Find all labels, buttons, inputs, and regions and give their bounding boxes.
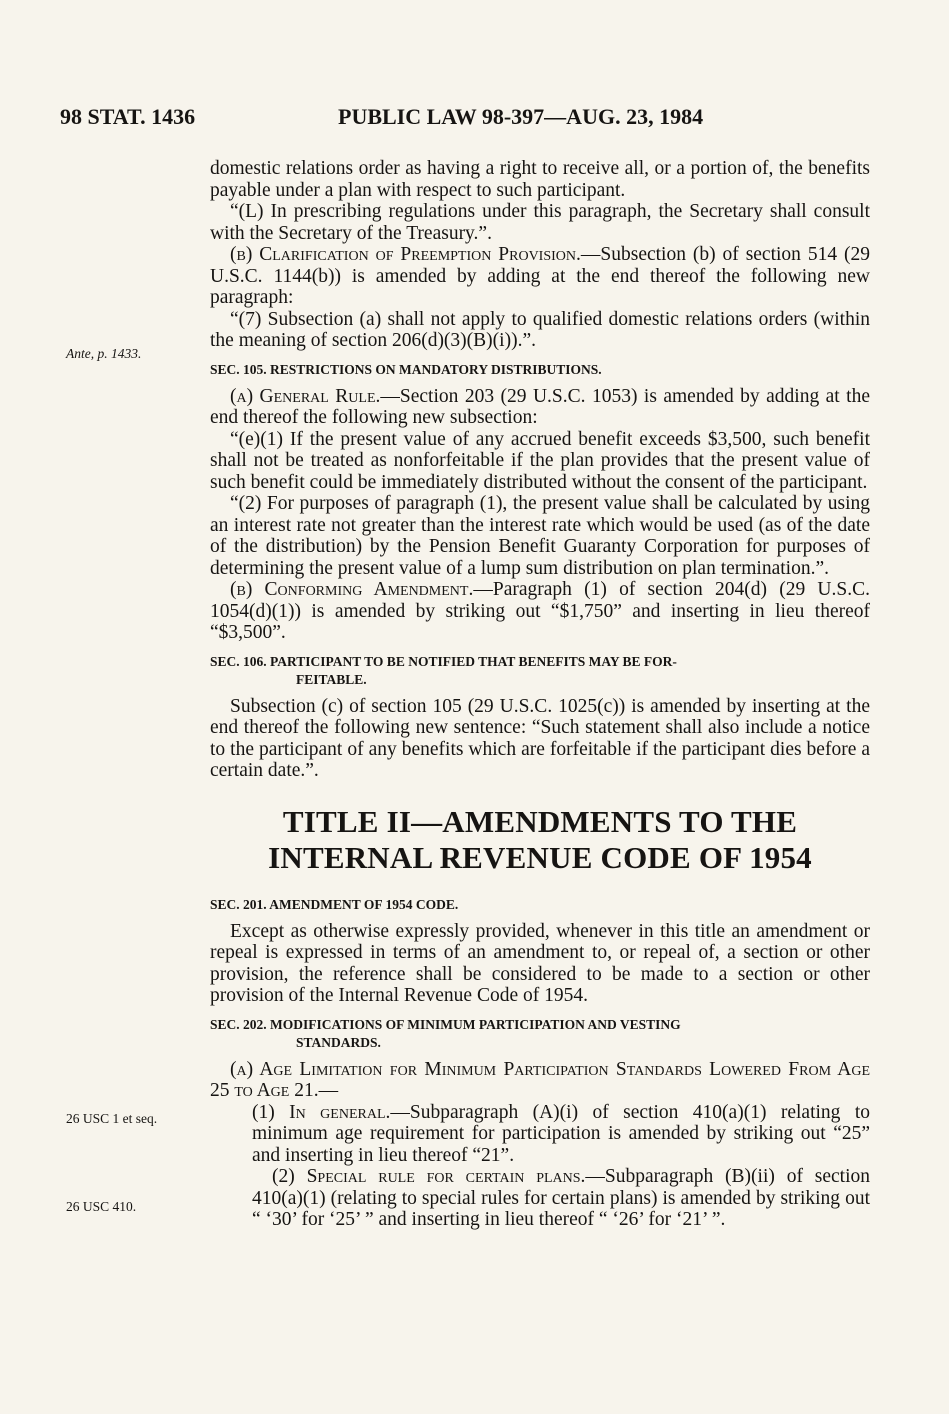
paragraph-heading: (2) Special rule for certain plans. [272,1166,586,1187]
paragraph [210,579,870,644]
section-heading-106 [210,653,870,689]
paragraph: “(2) For purposes of paragraph (1), the present value shall be calculated by using an interest rate not greater than the interest rate which would be used (as of the date of the distribution) by the Pension Benefit Guaranty Corporation for purposes of determining the present value of a lump sum distribution on plan termination.”. [210,493,870,579]
paragraph-text: —Paragraph (1) of section 204(d) (29 U.S.C. 1054(d)(1)) is amended by striking out “$1,750” and inserting in lieu thereof “$3,500”. [210,579,870,643]
paragraph-heading: (a) General Rule. [230,385,381,407]
section-heading-line: FEITABLE. [296,671,367,687]
margin-note-usc-410: 26 USC 410. [66,1199,137,1214]
paragraph: domestic relations order as having a right to receive all, or a portion of, the benefits payable under a plan with respect to such participant. [210,158,870,201]
paragraph-text: —Section 203 (29 U.S.C. 1053) is amended by adding at the end thereof the following new subsection: [210,385,870,428]
section-heading-105: SEC. 105. RESTRICTIONS ON MANDATORY DISTRIBUTIONS. [210,361,602,377]
paragraph: Subsection (c) of section 105 (29 U.S.C. 1025(c)) is amended by inserting at the end thereof the following new sentence: “Such statement shall also include a notice to the participant of any benefits which are forfeitable if the participant dies before a certain date.”. [210,695,870,781]
paragraph [210,1166,870,1231]
page-header [60,104,890,134]
paragraph: “(7) Subsection (a) shall not apply to qualified domestic relations orders (within the meaning of section 206(d)(3)(B)(i)).”. [210,308,870,351]
stat-page-number: 98 STAT. 1436 [60,104,196,129]
paragraph-heading: (1) In general. [252,1101,391,1123]
section-heading-line: SEC. 202. MODIFICATIONS OF MINIMUM PARTICIPATION AND VESTING [210,1016,681,1032]
main-text-column [210,158,870,1231]
paragraph [210,1102,870,1167]
title-heading [210,804,870,876]
paragraph: “(e)(1) If the present value of any accrued benefit exceeds $3,500, such benefit shall not be treated as nonforfeitable if the plan provides that the present value of such benefit could be immediately distributed without the consent of the participant. [210,428,870,493]
section-heading-202 [210,1016,870,1052]
margin-note-usc-1: 26 USC 1 et seq. [66,1111,158,1126]
margin-note-ante-text: Ante, p. 1433. [66,346,142,361]
paragraph: Except as otherwise expressly provided, whenever in this title an amendment or repeal is expressed in terms of an amendment to, or repeal of, a section or other provision, the reference shall be considered to be made to a section or other provision of the Internal Revenue Code of 1954. [210,920,870,1006]
paragraph: “(L) In prescribing regulations under this paragraph, the Secretary shall consult with the Secretary of the Treasury.”. [210,201,870,244]
public-law-title: PUBLIC LAW 98-397—AUG. 23, 1984 [338,104,704,129]
margin-note-ante [66,346,141,362]
paragraph-text: —Subparagraph (A)(i) of section 410(a)(1) relating to minimum age requirement for participation is amended by striking out “25” and inserting in lieu thereof “21”. [252,1101,871,1166]
paragraph: (a) Age Limitation for Minimum Participation Standards Lowered From Age 25 to Age 21.— [210,1058,870,1101]
paragraph [210,386,870,429]
title-line: TITLE II—AMENDMENTS TO THE [282,803,798,839]
title-line: INTERNAL REVENUE CODE OF 1954 [268,839,812,875]
section-heading-line: SEC. 106. PARTICIPANT TO BE NOTIFIED THAT BENEFITS MAY BE FOR- [210,653,677,669]
paragraph-text: —Subsection (b) of section 514 (29 U.S.C. 1144(b)) is amended by adding at the end thereof the following new paragraph: [210,244,870,308]
paragraph [210,244,870,309]
section-heading-201: SEC. 201. AMENDMENT OF 1954 CODE. [210,896,459,912]
section-heading-line: STANDARDS. [296,1034,381,1050]
paragraph-text: —Subparagraph (B)(ii) of section 410(a)(1) (relating to special rules for certain plans) is amended by striking out “ ‘30’ for ‘25’ ” and inserting in lieu thereof “ ‘26’ for ‘21’ ”. [252,1166,870,1230]
paragraph-heading: (b) Conforming Amendment. [230,579,474,600]
paragraph-heading: (b) Clarification of Preemption Provision. [230,244,581,265]
